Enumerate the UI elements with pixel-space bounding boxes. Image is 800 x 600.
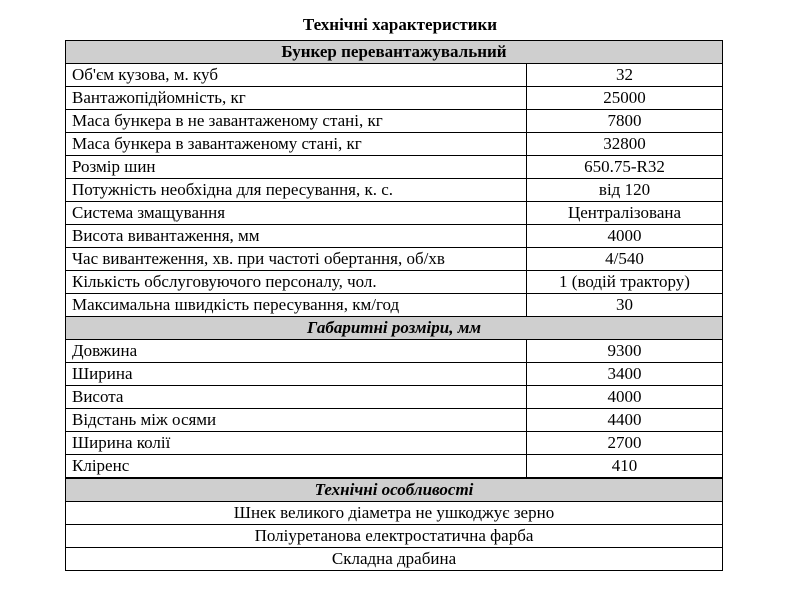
row-value: 410 (527, 455, 723, 479)
row-value: Централізована (527, 202, 723, 225)
feature-text: Поліуретанова електростатична фарба (66, 525, 723, 548)
table-row (66, 409, 723, 432)
feature-row (66, 502, 723, 525)
row-label: Розмір шин (66, 156, 527, 179)
table-row (66, 432, 723, 455)
section-header-dimensions (66, 317, 723, 340)
table-row (66, 225, 723, 248)
table-row (66, 179, 723, 202)
section-header-features (66, 478, 723, 502)
row-label: Довжина (66, 340, 527, 363)
row-value: 32 (527, 64, 723, 87)
row-value: 9300 (527, 340, 723, 363)
row-label: Висота (66, 386, 527, 409)
row-label: Кількість обслуговуючого персоналу, чол. (66, 271, 527, 294)
row-value: 4/540 (527, 248, 723, 271)
table-row (66, 294, 723, 317)
row-value: 4000 (527, 386, 723, 409)
row-value: 4000 (527, 225, 723, 248)
row-label: Ширина (66, 363, 527, 386)
section-title-features: Технічні особливості (66, 478, 723, 502)
table-row (66, 156, 723, 179)
table-row (66, 202, 723, 225)
row-label: Час вивантеження, хв. при частоті обертання, об/хв (66, 248, 527, 271)
row-value: 3400 (527, 363, 723, 386)
table-row (66, 110, 723, 133)
table-row (66, 248, 723, 271)
row-value: 7800 (527, 110, 723, 133)
section-title-bunker: Бункер перевантажувальний (66, 41, 723, 64)
table-row (66, 340, 723, 363)
row-label: Відстань між осями (66, 409, 527, 432)
section-title-dimensions: Габаритні розміри, мм (66, 317, 723, 340)
feature-text: Складна драбина (66, 548, 723, 571)
table-row (66, 64, 723, 87)
row-label: Маса бункера в не завантаженому стані, кг (66, 110, 527, 133)
row-value: 32800 (527, 133, 723, 156)
row-label: Об'єм кузова, м. куб (66, 64, 527, 87)
row-value: 25000 (527, 87, 723, 110)
row-label: Система змащування (66, 202, 527, 225)
section-header-bunker (66, 41, 723, 64)
row-label: Кліренс (66, 455, 527, 479)
row-label: Ширина колії (66, 432, 527, 455)
row-value: 650.75-R32 (527, 156, 723, 179)
document-title: Технічні характеристики (302, 15, 498, 34)
table-row (66, 386, 723, 409)
table-row (66, 271, 723, 294)
table-row (66, 87, 723, 110)
row-value: 1 (водій трактору) (527, 271, 723, 294)
table-row (66, 455, 723, 479)
feature-row (66, 525, 723, 548)
table-row (66, 133, 723, 156)
row-label: Висота вивантаження, мм (66, 225, 527, 248)
row-value: 2700 (527, 432, 723, 455)
row-label: Вантажопідйомність, кг (66, 87, 527, 110)
specifications-table (65, 40, 723, 571)
row-value: від 120 (527, 179, 723, 202)
table-row (66, 363, 723, 386)
row-value: 4400 (527, 409, 723, 432)
row-label: Потужність необхідна для пересування, к. с. (66, 179, 527, 202)
row-label: Маса бункера в завантаженому стані, кг (66, 133, 527, 156)
feature-text: Шнек великого діаметра не ушкоджує зерно (66, 502, 723, 525)
row-value: 30 (527, 294, 723, 317)
row-label: Максимальна швидкість пересування, км/год (66, 294, 527, 317)
feature-row (66, 548, 723, 571)
